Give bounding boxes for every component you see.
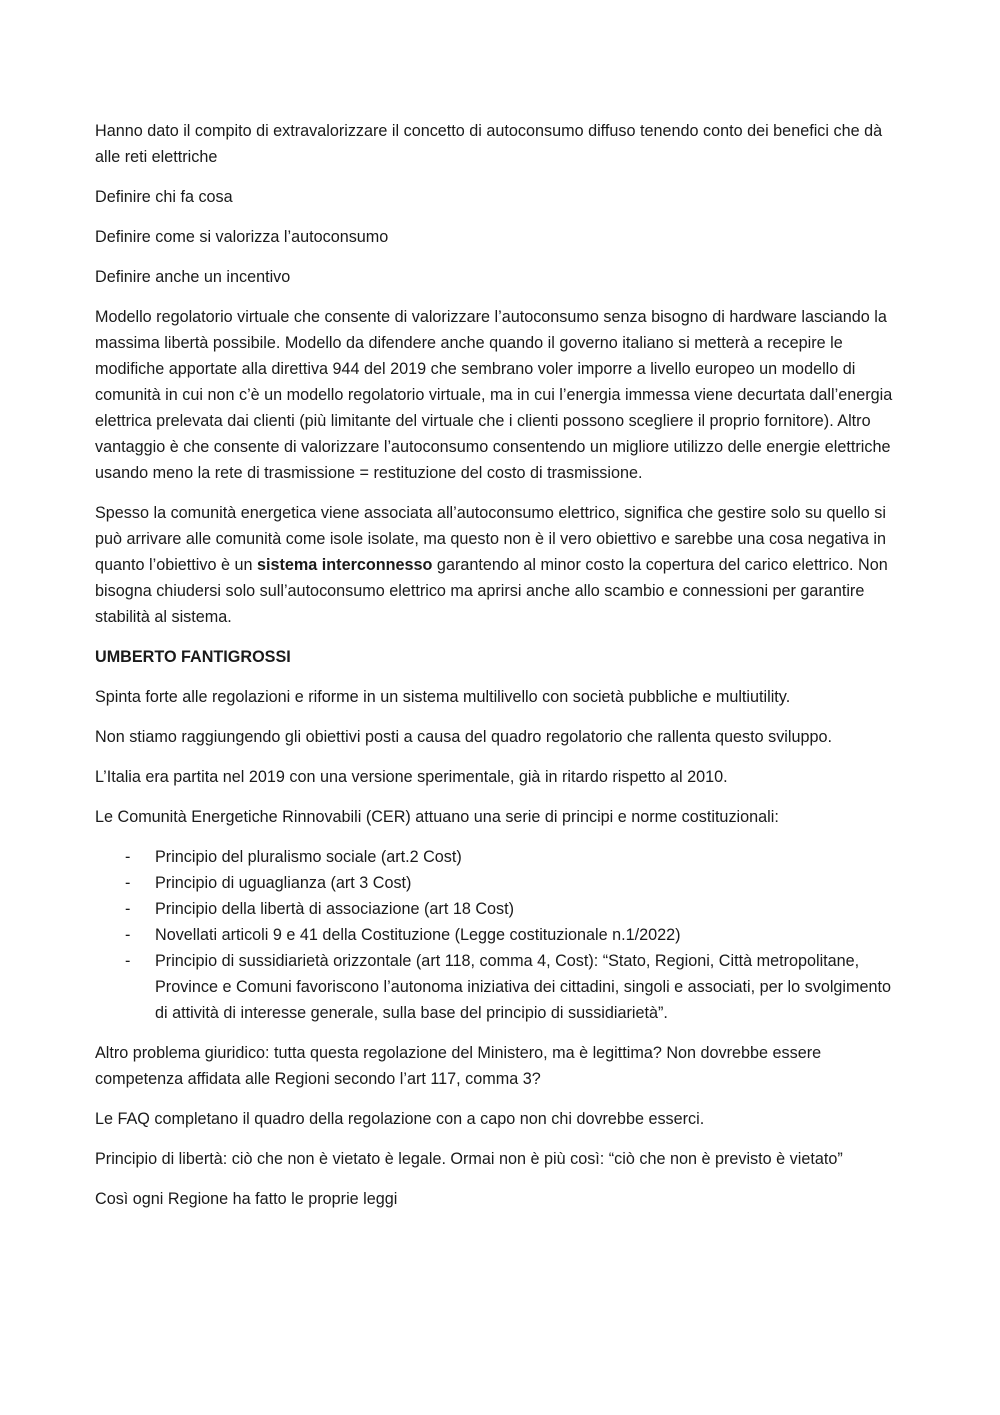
paragraph-autoconsumo-diffuso: Hanno dato il compito di extravalorizzare il concetto di autoconsumo diffuso tenendo conto dei benefici che dà alle reti elettriche — [95, 122, 883, 166]
paragraph-modello-regolatorio: Modello regolatorio virtuale che consente di valorizzare l’autoconsumo senza bisogno di hardware lasciando la massima libertà possibile. Modello da difendere anche quando il governo italiano si metterà a recepire le modifiche apportate alla direttiva 944 del 2019 che sembrano voler imporre a livello europeo un modello di comunità in cui non c’è un modello regolatorio virtuale, ma in cui l’energia immessa viene decurtata dall’energia elettrica prelevata dai clienti (più limitante del virtuale che i clienti possono scegliere il proprio fornitore). Altro vantaggio è che consente di valorizzare l’autoconsumo consentendo un migliore utilizzo delle energie elettriche usando meno la rete di trasmissione = restituzione del costo di trasmissione. — [95, 308, 893, 482]
list-dash: - — [125, 952, 131, 970]
list-item-text: Principio di sussidiarietà orizzontale (art 118, comma 4, Cost): “Stato, Regioni, Città metropolitane, Province e Comuni favoriscono l’autonoma iniziativa dei cittadini, singoli e associati, per lo svolgimento di attività di interesse generale, sulla base del principio di sussidiarietà”. — [155, 952, 892, 1022]
list-dash: - — [125, 874, 131, 892]
principles-list — [95, 844, 907, 1026]
paragraph-cer-principi: Le Comunità Energetiche Rinnovabili (CER) attuano una serie di principi e norme costituzionali: — [95, 808, 779, 826]
list-item — [95, 896, 907, 922]
list-item-text: Novellati articoli 9 e 41 della Costituzione (Legge costituzionale n.1/2022) — [155, 926, 681, 944]
list-dash: - — [125, 848, 131, 866]
paragraph-spinta-regolazioni: Spinta forte alle regolazioni e riforme in un sistema multilivello con società pubbliche e multiutility. — [95, 688, 791, 706]
paragraph-faq: Le FAQ completano il quadro della regolazione con a capo non chi dovrebbe esserci. — [95, 1110, 705, 1128]
section-heading-speaker: UMBERTO FANTIGROSSI — [95, 648, 291, 666]
bold-sistema-interconnesso: sistema interconnesso — [257, 556, 433, 574]
list-item-text: Principio della libertà di associazione (art 18 Cost) — [155, 900, 514, 918]
list-item-text: Principio di uguaglianza (art 3 Cost) — [155, 874, 412, 892]
paragraph-text-after: garantendo al minor costo la copertura del carico elettrico. Non bisogna chiudersi solo sull’autoconsumo elettrico ma aprirsi anche allo scambio e connessioni per garantire stabilità al sistema. — [95, 556, 888, 626]
paragraph-problema-giuridico: Altro problema giuridico: tutta questa regolazione del Ministero, ma è legittima? Non dovrebbe essere competenza affidata alle Regioni secondo l’art 117, comma 3? — [95, 1044, 822, 1088]
list-item — [95, 870, 907, 896]
list-item-text: Principio del pluralismo sociale (art.2 Cost) — [155, 848, 462, 866]
document-page — [95, 118, 907, 1226]
paragraph-comunita-energetica — [95, 500, 907, 630]
paragraph-obiettivi: Non stiamo raggiungendo gli obiettivi posti a causa del quadro regolatorio che rallenta questo sviluppo. — [95, 728, 832, 746]
paragraph-text-before: Spesso la comunità energetica viene associata all’autoconsumo elettrico, significa che gestire solo su quello si può arrivare alle comunità come isole isolate, ma questo non è il vero obiettivo e sarebbe una cosa negativa in quanto l’obiettivo è un — [95, 504, 886, 574]
paragraph-valorizza-autoconsumo: Definire come si valorizza l’autoconsumo — [95, 228, 389, 246]
list-item — [95, 948, 907, 1026]
list-item — [95, 844, 907, 870]
list-item — [95, 922, 907, 948]
paragraph-incentivo: Definire anche un incentivo — [95, 268, 291, 286]
list-dash: - — [125, 900, 131, 918]
paragraph-regioni-leggi: Così ogni Regione ha fatto le proprie leggi — [95, 1190, 398, 1208]
paragraph-chi-fa-cosa: Definire chi fa cosa — [95, 188, 233, 206]
paragraph-italia-2019: L’Italia era partita nel 2019 con una versione sperimentale, già in ritardo rispetto al 2010. — [95, 768, 728, 786]
paragraph-principio-liberta: Principio di libertà: ciò che non è vietato è legale. Ormai non è più così: “ciò che non è previsto è vietato” — [95, 1150, 843, 1168]
list-dash: - — [125, 926, 131, 944]
